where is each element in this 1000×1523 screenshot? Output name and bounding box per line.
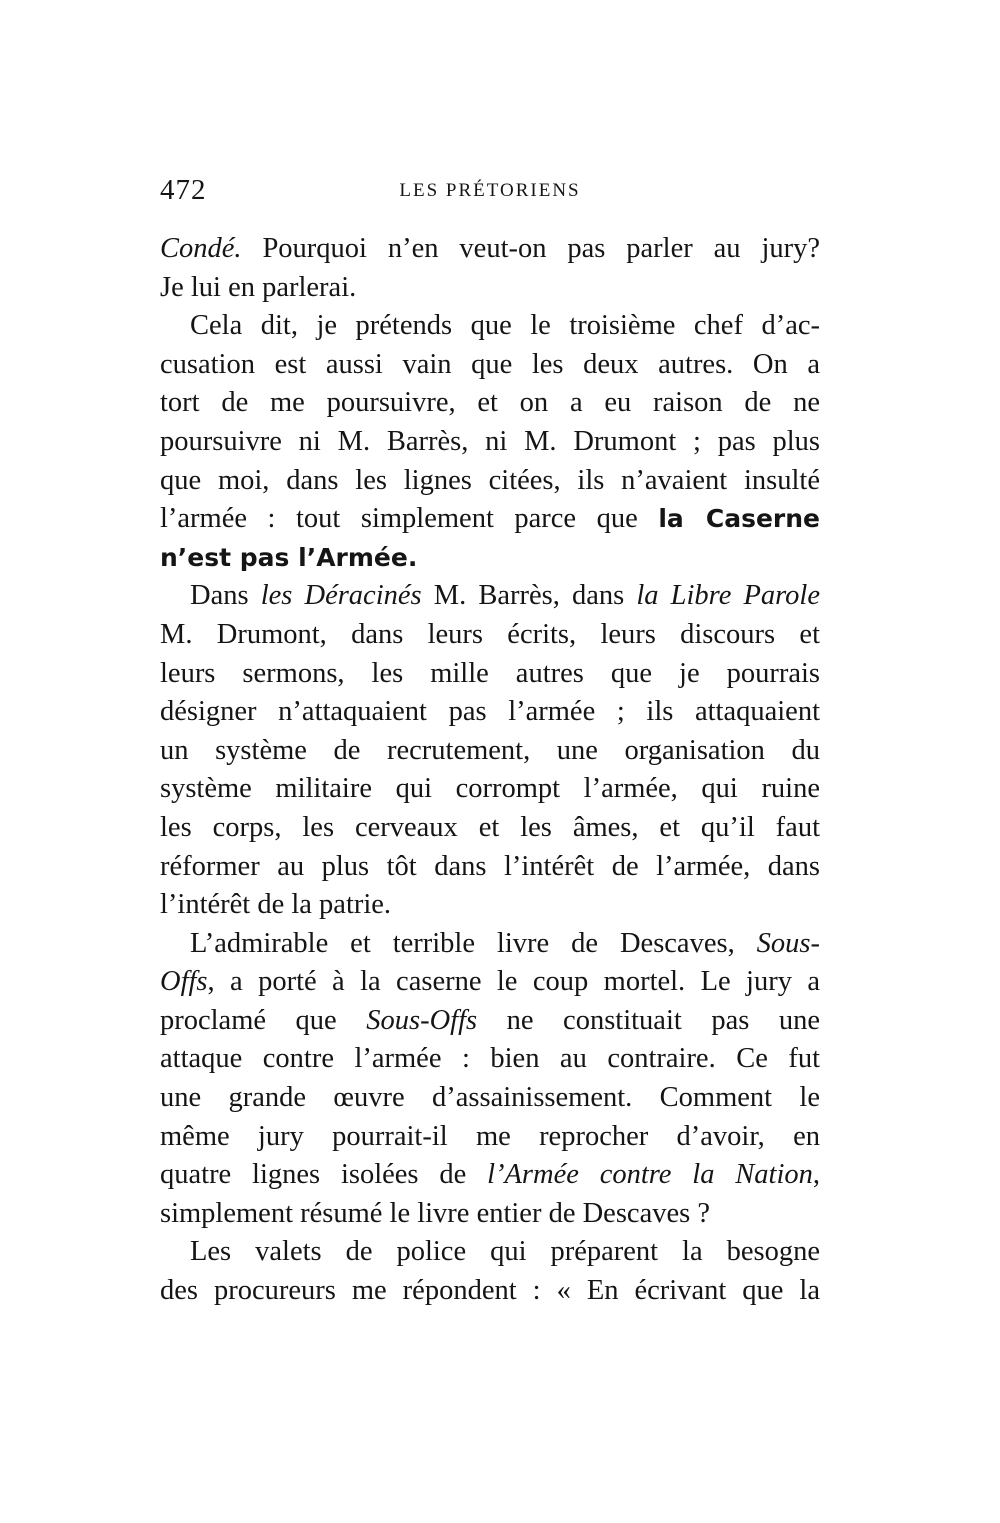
bold-phrase: la Caserne xyxy=(658,504,821,534)
text-span: l’armée : tout simplement parce que xyxy=(160,503,659,535)
italic-title: Condé. xyxy=(160,233,242,264)
text-span: proclamé que xyxy=(160,1004,367,1036)
text-span: , a porté à la caserne le coup mortel. Le jury a xyxy=(207,966,820,998)
paragraph-start-line: Cela dit, je prétends que le troisième chef d’ac- xyxy=(190,310,820,342)
text-line xyxy=(160,230,820,269)
text-span: ne constituait pas une xyxy=(477,1004,820,1036)
page-number: 472 xyxy=(160,174,207,206)
text-line: un système de recrutement, une organisation du xyxy=(160,734,820,766)
italic-title: Sous-Offs xyxy=(366,1004,478,1036)
text-line: des procureurs me répondent : « En écrivant que la xyxy=(160,1275,820,1307)
paragraph-start-line: Les valets de police qui préparent la besogne xyxy=(190,1236,820,1268)
text-line xyxy=(160,963,820,1002)
text-line xyxy=(160,500,820,539)
running-head xyxy=(160,174,820,214)
text-line: cusation est aussi vain que les deux autres. On a xyxy=(160,348,820,380)
text-line: l’intérêt de la patrie. xyxy=(160,889,392,921)
text-line: tort de me poursuivre, et on a eu raison de ne xyxy=(160,387,820,419)
italic-title: Offs xyxy=(160,966,208,998)
text-line: leurs sermons, les mille autres que je pourrais xyxy=(160,657,820,689)
text-line: système militaire qui corrompt l’armée, qui ruine xyxy=(160,773,820,805)
italic-title: l’Armée contre la Nation xyxy=(487,1159,813,1191)
paragraph-start-line xyxy=(160,577,820,616)
bold-phrase: n’est pas l’Armée. xyxy=(160,542,418,572)
text-line: réformer au plus tôt dans l’intérêt de l’armée, dans xyxy=(160,850,820,882)
running-title: LES PRÉTORIENS xyxy=(399,180,581,201)
text-line: que moi, dans les lignes citées, ils n’avaient insulté xyxy=(160,464,820,496)
text-span: M. Barrès, dans xyxy=(421,580,637,612)
text-line xyxy=(160,1156,820,1195)
italic-title: la Libre Parole xyxy=(636,580,820,612)
text-line: les corps, les cerveaux et les âmes, et qu’il faut xyxy=(160,811,820,843)
text-line: M. Drumont, dans leurs écrits, leurs discours et xyxy=(160,618,820,650)
text-line: poursuivre ni M. Barrès, ni M. Drumont ; pas plus xyxy=(160,425,820,457)
text-span: Pourquoi n’en veut-on pas parler au jury? xyxy=(241,233,820,264)
italic-title: les Déracinés xyxy=(260,580,422,612)
text-line: Je lui en parlerai. xyxy=(160,271,357,303)
text-line: une grande œuvre d’assainissement. Comment le xyxy=(160,1082,820,1114)
text-span: Dans xyxy=(190,580,261,612)
text-line xyxy=(160,1002,820,1041)
italic-title: Sous- xyxy=(756,927,820,959)
paragraph-start-line xyxy=(160,925,820,964)
text-line: désigner n’attaquaient pas l’armée ; ils attaquaient xyxy=(160,696,820,728)
text-line xyxy=(160,539,820,578)
text-line: attaque contre l’armée : bien au contraire. Ce fut xyxy=(160,1043,820,1075)
text-span: L’admirable et terrible livre de Descaves, xyxy=(190,927,757,959)
text-line: même jury pourrait-il me reprocher d’avoir, en xyxy=(160,1120,820,1152)
body-text xyxy=(160,230,820,1311)
text-span: , xyxy=(812,1159,820,1191)
text-span: quatre lignes isolées de xyxy=(160,1159,488,1191)
text-line: simplement résumé le livre entier de Descaves ? xyxy=(160,1197,710,1229)
